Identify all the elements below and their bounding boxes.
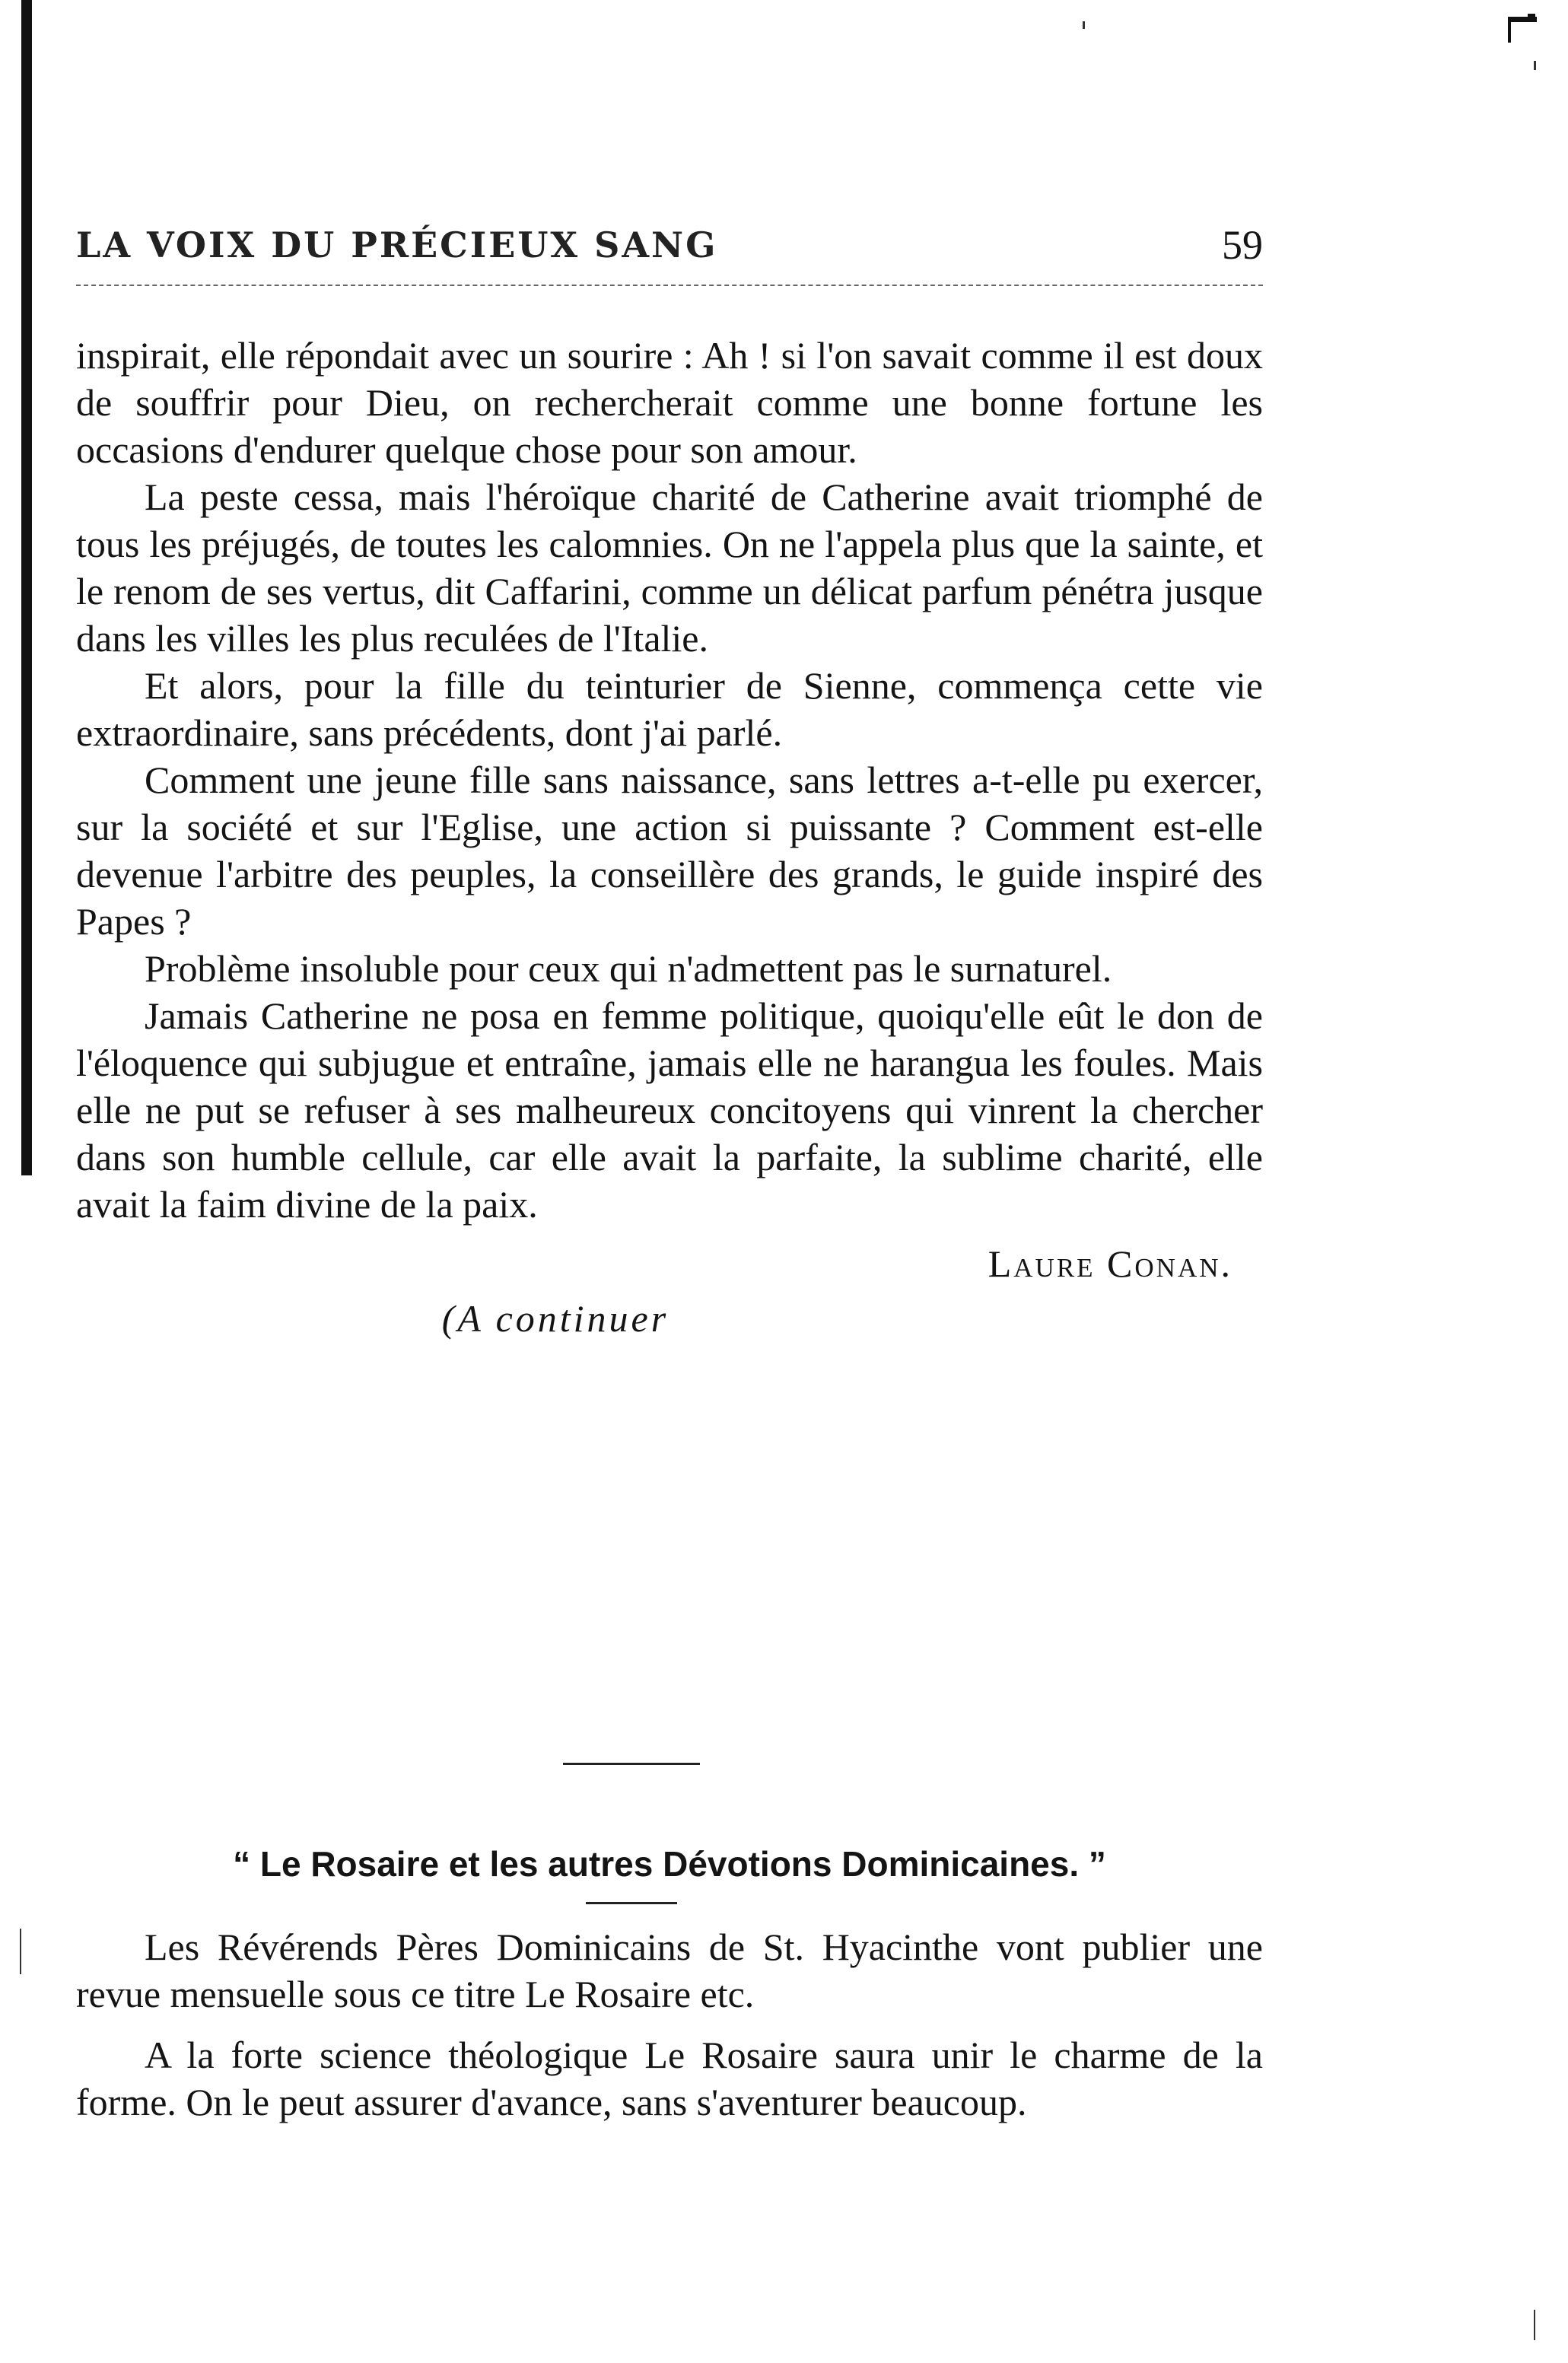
running-head: LA VOIX DU PRÉCIEUX SANG xyxy=(76,224,718,266)
notice-title: “ Le Rosaire et les autres Dévotions Dominicaines. ” xyxy=(233,1844,1106,1884)
margin-speck xyxy=(1534,2310,1535,2340)
margin-speck xyxy=(1083,21,1085,29)
section-divider xyxy=(563,1763,700,1765)
title-underline xyxy=(586,1902,677,1904)
margin-speck xyxy=(1534,61,1536,70)
article-paragraph: La peste cessa, mais l'héroïque charité de Catherine avait triomphé de tous les préjugés, de toutes les calomnies. On ne l'appela plus que la sainte, et le renom de ses vertus, dit Caffarini, comme un délicat parfum pénétra jusque dans les villes les plus reculées de l'Italie. xyxy=(76,475,1263,660)
notice-paragraph: A la forte science théologique Le Rosaire saura unir le charme de la forme. On le peut assurer d'avance, sans s'aventurer beaucoup. xyxy=(76,2034,1263,2123)
header-rule xyxy=(76,285,1263,286)
margin-speck xyxy=(20,1929,21,1974)
article-paragraph: Jamais Catherine ne posa en femme politique, quoiqu'elle eût le don de l'éloquence qui subjugue et entraîne, jamais elle ne harangua les foules. Mais elle ne put se refuser à ses malheureux concitoyens qui vinrent la chercher dans son humble cellule, car elle avait la parfaite, la sublime charité, elle avait la faim divine de la paix. xyxy=(76,994,1263,1226)
article-body xyxy=(76,332,1263,1342)
left-edge-rule xyxy=(21,0,32,1175)
page-header xyxy=(76,218,1263,272)
article-paragraph: Et alors, pour la fille du teinturier de Sienne, commença cette vie extraordinaire, sans précédents, dont j'ai parlé. xyxy=(76,664,1263,754)
article-paragraph: inspirait, elle répondait avec un sourire : Ah ! si l'on savait comme il est doux de souffrir pour Dieu, on rechercherait comme une bonne fortune les occasions d'endurer quelque chose pour son amour. xyxy=(76,334,1263,471)
continuation-note: (A continuer xyxy=(441,1297,670,1340)
notice-paragraph: Les Révérends Pères Dominicains de St. Hyacinthe vont publier une revue mensuelle sous ce titre Le Rosaire etc. xyxy=(76,1926,1263,2015)
page-number: 59 xyxy=(1222,222,1263,268)
author-signature: Laure Conan. xyxy=(988,1242,1232,1285)
article-paragraph: Problème insoluble pour ceux qui n'admettent pas le surnaturel. xyxy=(145,947,1112,990)
notice-body xyxy=(76,1923,1263,2139)
article-paragraph: Comment une jeune fille sans naissance, sans lettres a-t-elle pu exercer, sur la société et sur l'Eglise, une action si puissante ? Comment est-elle devenue l'arbitre des peuples, la conseillère des grands, le guide inspiré des Papes ? xyxy=(76,759,1263,943)
corner-mark-icon xyxy=(1505,11,1540,46)
